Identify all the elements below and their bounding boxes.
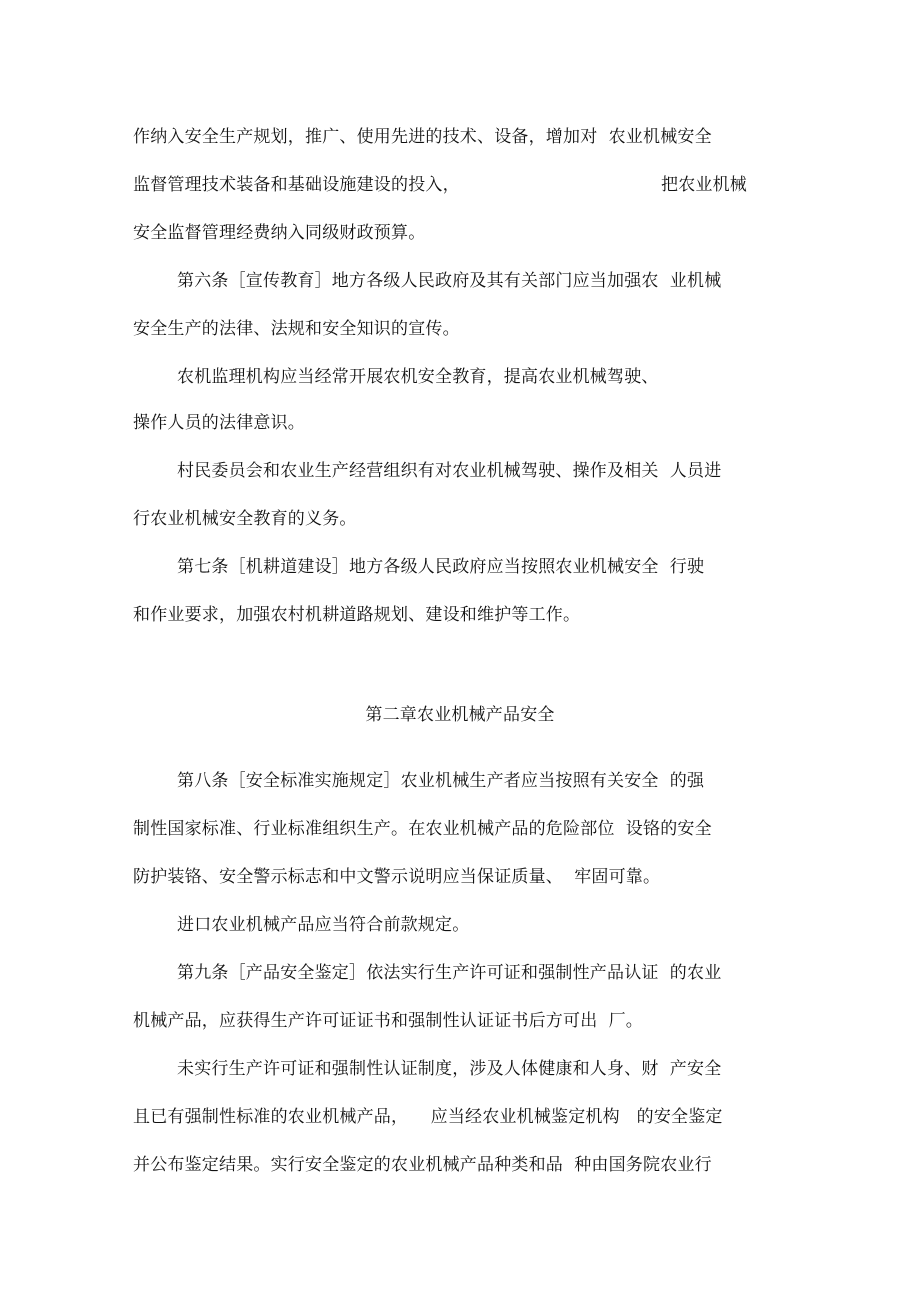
text-line-13: 制性国家标准、行业标准组织生产。在农业机械产品的危险部位 设铬的安全 [133,819,712,839]
text-line-6: 农机监理机构应当经常开展农机安全教育，提高农业机械驾驶、 [177,367,659,387]
text-line-15: 进口农业机械产品应当符合前款规定。 [177,915,470,935]
text-line-20: 并公布鉴定结果。实行安全鉴定的农业机械产品种类和品 种由国务院农业行 [133,1155,712,1175]
text-line-9: 行农业机械安全教育的义务。 [133,509,357,529]
text-line-1: 作纳入安全生产规划，推广、使用先进的技术、设备，增加对 农业机械安全 [133,127,712,147]
text-line-16: 第九条［产品安全鉴定］依法实行生产许可证和强制性产品认证 的农业 [177,963,722,983]
text-line-8: 村民委员会和农业生产经营组织有对农业机械驾驶、操作及相关 人员进 [177,461,722,481]
text-line-11: 和作业要求，加强农村机耕道路规划、建设和维护等工作。 [133,605,581,625]
chapter-heading: 第二章农业机械产品安全 [365,705,555,725]
text-line-4: 第六条［宣传教育］地方各级人民政府及其有关部门应当加强农 业机械 [177,271,722,291]
text-line-19: 且已有强制性标准的农业机械产品， 应当经农业机械鉴定机构 的安全鉴定 [133,1107,723,1127]
text-line-2: 监督管理技术装备和基础设施建设的投入， [133,175,460,195]
text-line-5: 安全生产的法律、法规和安全知识的宣传。 [133,319,460,339]
text-line-7: 操作人员的法律意识。 [133,413,305,433]
text-line-17: 机械产品，应获得生产许可证证书和强制性认证证书后方可出 厂。 [133,1011,644,1031]
text-line-18: 未实行生产许可证和强制性认证制度，涉及人体健康和人身、财 产安全 [177,1059,722,1079]
text-line-10: 第七条［机耕道建设］地方各级人民政府应当按照农业机械安全 行驶 [177,557,705,577]
text-line-12: 第八条［安全标准实施规定］农业机械生产者应当按照有关安全 的强 [177,771,705,791]
text-line-3: 安全监督管理经费纳入同级财政预算。 [133,223,426,243]
text-line-14: 防护装铬、安全警示标志和中文警示说明应当保证质量、 牢固可靠。 [133,867,661,887]
text-line-2b: 把农业机械 [661,175,747,195]
